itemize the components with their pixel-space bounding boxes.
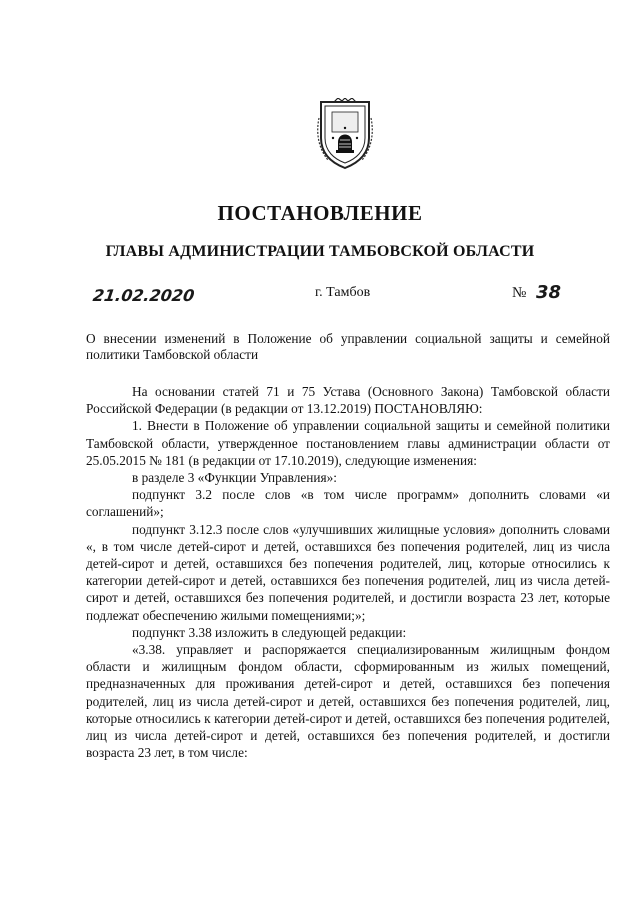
paragraph-3-38-text: «3.38. управляет и распоряжается специализированным жилищным фондом области и жилищным фондом области, сформированным из жилых помещений, предназначенных для проживания детей-сирот и детей, оставшихся без попечения родителей, лиц из числа детей-сирот и детей, оставшихся без попечения родителей, лиц, которые относились к категории детей-сирот и детей, оставшихся без попечения родителей, лиц из числа детей-сирот и детей, оставшихся без попечения родителей, и достигли возраста 23 лет, в том числе: — [86, 642, 610, 761]
paragraph-subitem-3-38: подпункт 3.38 изложить в следующей редакции: — [132, 624, 407, 640]
paragraph-section-3: в разделе 3 «Функции Управления»: — [132, 470, 337, 486]
document-subtitle: ГЛАВЫ АДМИНИСТРАЦИИ ТАМБОВСКОЙ ОБЛАСТИ — [105, 243, 535, 260]
handwritten-number: 38 — [536, 282, 562, 303]
paragraph-basis: На основании статей 71 и 75 Устава (Основного Закона) Тамбовской области Российской Федерации (в редакции от 13.12.2019) ПОСТАНОВЛЯЮ: — [86, 384, 610, 417]
coat-of-arms-icon — [316, 98, 374, 170]
document-body — [86, 383, 610, 761]
document-subject: О внесении изменений в Положение об управлении социальной защиты и семейной политики Тамбовской области — [86, 331, 610, 362]
handwritten-date: 21.02.2020 — [91, 286, 196, 305]
paragraph-subitem-3-12-3: подпункт 3.12.3 после слов «улучшивших жилищные условия» дополнить словами «, в том числе детей-сирот и детей, оставшихся без попечения родителей, лиц из числа детей-сирот и детей, оставшихся без попечения родителей, лиц, которые относились к категории детей-сирот и детей, оставшихся без попечения родителей, лиц из числа детей-сирот и детей, оставшихся без попечения родителей, и достигли возраста 23 лет, которые подлежат обеспечению жилыми помещениями;»; — [86, 521, 610, 623]
paragraph-subitem-3-2: подпункт 3.2 после слов «в том числе программ» дополнить словами «и соглашений»; — [86, 487, 610, 520]
paragraph-item-1: 1. Внести в Положение об управлении социальной защиты и семейной политики Тамбовской области, утвержденное постановлением главы администрации области от 25.05.2015 № 181 (в редакции от 17.10.2019), следующие изменения: — [86, 418, 610, 468]
city-label: г. Тамбов — [315, 285, 371, 300]
document-title: ПОСТАНОВЛЕНИЕ — [217, 201, 423, 225]
number-label: № — [512, 285, 527, 301]
